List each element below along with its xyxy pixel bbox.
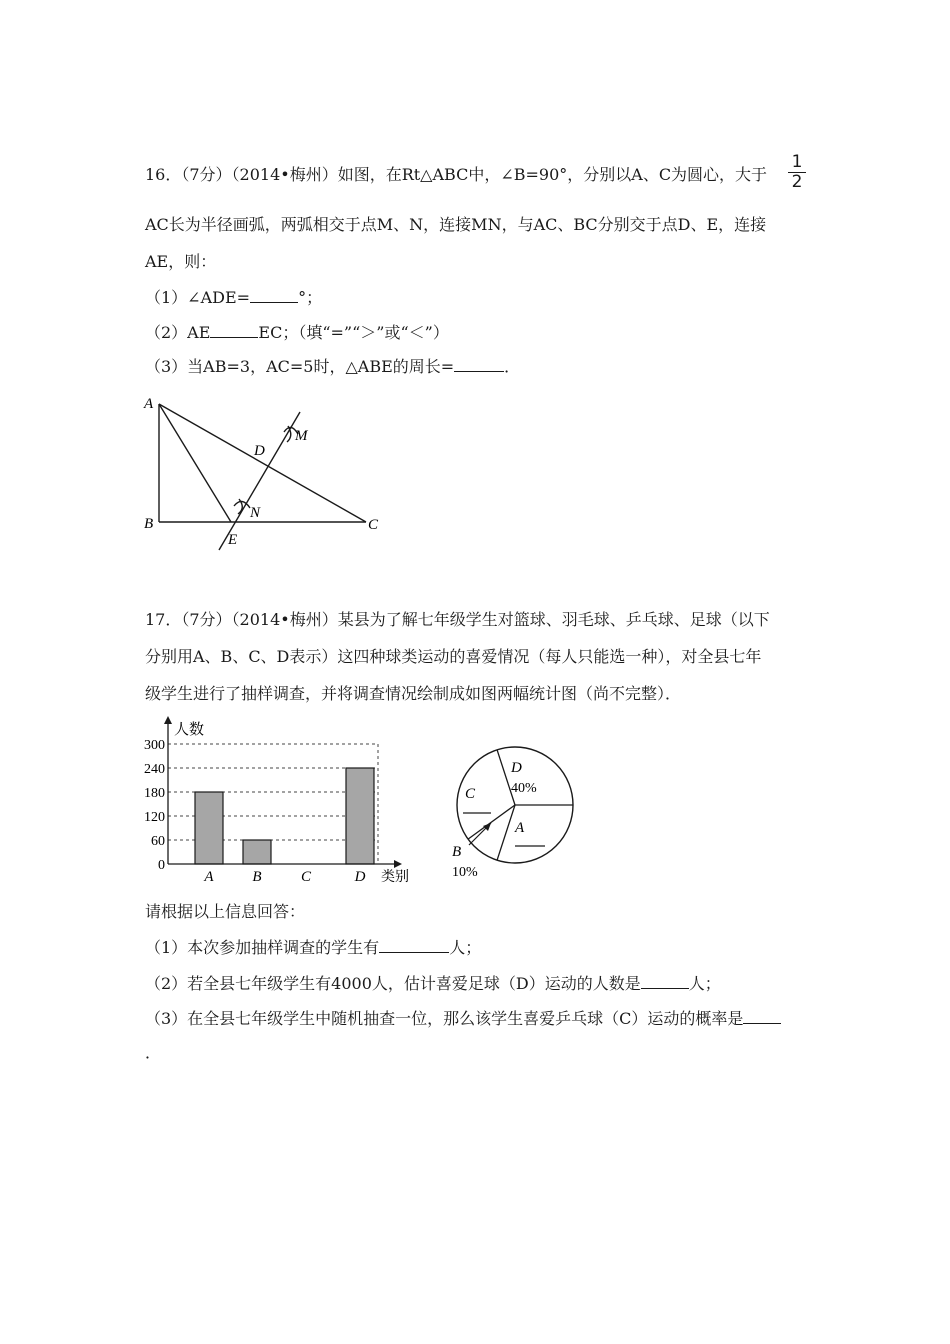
- pie-slice-border: [468, 805, 515, 839]
- q16-part2-suffix: EC；（填“=”“＞”或“＜”）: [258, 323, 449, 342]
- q16-part3-blank: [454, 356, 504, 372]
- q17-bar-chart: [138, 714, 418, 886]
- pie-slice-border: [497, 805, 515, 860]
- pie-label-d: D: [511, 760, 522, 776]
- q17-part2-blank: [641, 973, 689, 989]
- segment-ae: [159, 404, 231, 522]
- label-m: M: [295, 428, 308, 444]
- q17-part1-suffix: 人；: [449, 938, 482, 957]
- q16-part2: [145, 322, 449, 343]
- q16-part1: [145, 287, 322, 308]
- q16-part1-text: （1）∠ADE=: [145, 288, 251, 307]
- q17-part3-blank: [743, 1008, 781, 1024]
- q16-line3: AE，则：: [145, 252, 217, 271]
- y-tick-label: 120: [144, 810, 165, 825]
- q17-line1: 17．（7分）（2014•梅州）某县为了解七年级学生对篮球、羽毛球、乒乓球、足球（以下: [145, 610, 770, 629]
- label-d: D: [254, 443, 265, 459]
- y-axis-label: 人数: [174, 720, 205, 738]
- bar-d: [346, 768, 374, 864]
- y-tick-label: 180: [144, 786, 165, 801]
- bar-a: [195, 792, 223, 864]
- x-axis-label: 类别: [381, 869, 409, 885]
- q16-part3-suffix: ．: [504, 357, 521, 376]
- q16-triangle-figure: [138, 392, 388, 557]
- line-mn: [219, 412, 300, 550]
- y-tick-label: 60: [151, 834, 165, 849]
- q17-line2: 分别用A、B、C、D表示）这四种球类运动的喜爱情况（每人只能选一种），对全县七年: [145, 647, 762, 666]
- q16-part3: [145, 356, 520, 377]
- q17-part1-blank: [379, 937, 449, 953]
- q17-part2: [145, 973, 721, 994]
- pie-value-d: 40%: [511, 781, 537, 796]
- label-a: A: [144, 396, 154, 412]
- label-c: C: [368, 517, 379, 533]
- q17-part3-text: （3）在全县七年级学生中随机抽查一位，那么该学生喜爱乒乓球（C）运动的概率是: [145, 1009, 744, 1028]
- pie-label-c: C: [465, 786, 476, 802]
- q17-part2-suffix: 人；: [688, 974, 721, 993]
- q17-prompt: 请根据以上信息回答：: [145, 902, 306, 921]
- q17-part1: [145, 937, 481, 958]
- y-axis-arrow: [164, 716, 172, 724]
- x-tick-label: A: [204, 869, 214, 885]
- label-b: B: [144, 516, 154, 532]
- q16-part1-blank: [250, 287, 298, 303]
- q16-fraction-numerator: 1: [788, 154, 806, 173]
- y-tick-label: 300: [144, 738, 165, 753]
- y-tick-label: 0: [158, 858, 165, 873]
- q17-pie-chart: [445, 735, 585, 885]
- q17-part2-text: （2）若全县七年级学生有4000人，估计喜爱足球（D）运动的人数是: [145, 974, 641, 993]
- q16-part1-suffix: °；: [298, 288, 323, 307]
- label-n: N: [250, 505, 261, 521]
- x-axis-arrow: [394, 860, 402, 868]
- pie-label-a: A: [515, 820, 525, 836]
- x-tick-label: D: [354, 869, 366, 885]
- q16-fraction-denominator: 2: [791, 172, 803, 192]
- q16-part2-blank: [210, 322, 258, 338]
- x-tick-label: B: [252, 869, 262, 885]
- label-e: E: [228, 532, 238, 548]
- x-tick-label: C: [300, 869, 312, 885]
- pie-value-b: 10%: [452, 865, 478, 880]
- q17-line3: 级学生进行了抽样调查，并将调查情况绘制成如图两幅统计图（尚不完整）．: [145, 684, 682, 703]
- segment-ac: [159, 404, 366, 522]
- q17-part3: [145, 1008, 781, 1029]
- bar-b: [243, 840, 271, 864]
- y-tick-label: 240: [144, 762, 165, 777]
- q17-part1-text: （1）本次参加抽样调查的学生有: [145, 938, 380, 957]
- q16-line1: 16．（7分）（2014•梅州）如图，在Rt△ABC中，∠B=90°，分别以A、C为圆心，大于: [145, 165, 768, 184]
- q16-line2: AC长为半径画弧，两弧相交于点M、N，连接MN，与AC、BC分别交于点D、E，连接: [145, 215, 767, 234]
- pie-label-b: B: [452, 844, 462, 860]
- pie-slice-border: [497, 750, 515, 805]
- q17-end-dot: ．: [145, 1043, 162, 1062]
- q16-fraction: [788, 154, 806, 191]
- q16-part3-text: （3）当AB=3，AC=5时，△ABE的周长=: [145, 357, 455, 376]
- q16-part2-text: （2）AE: [145, 323, 211, 342]
